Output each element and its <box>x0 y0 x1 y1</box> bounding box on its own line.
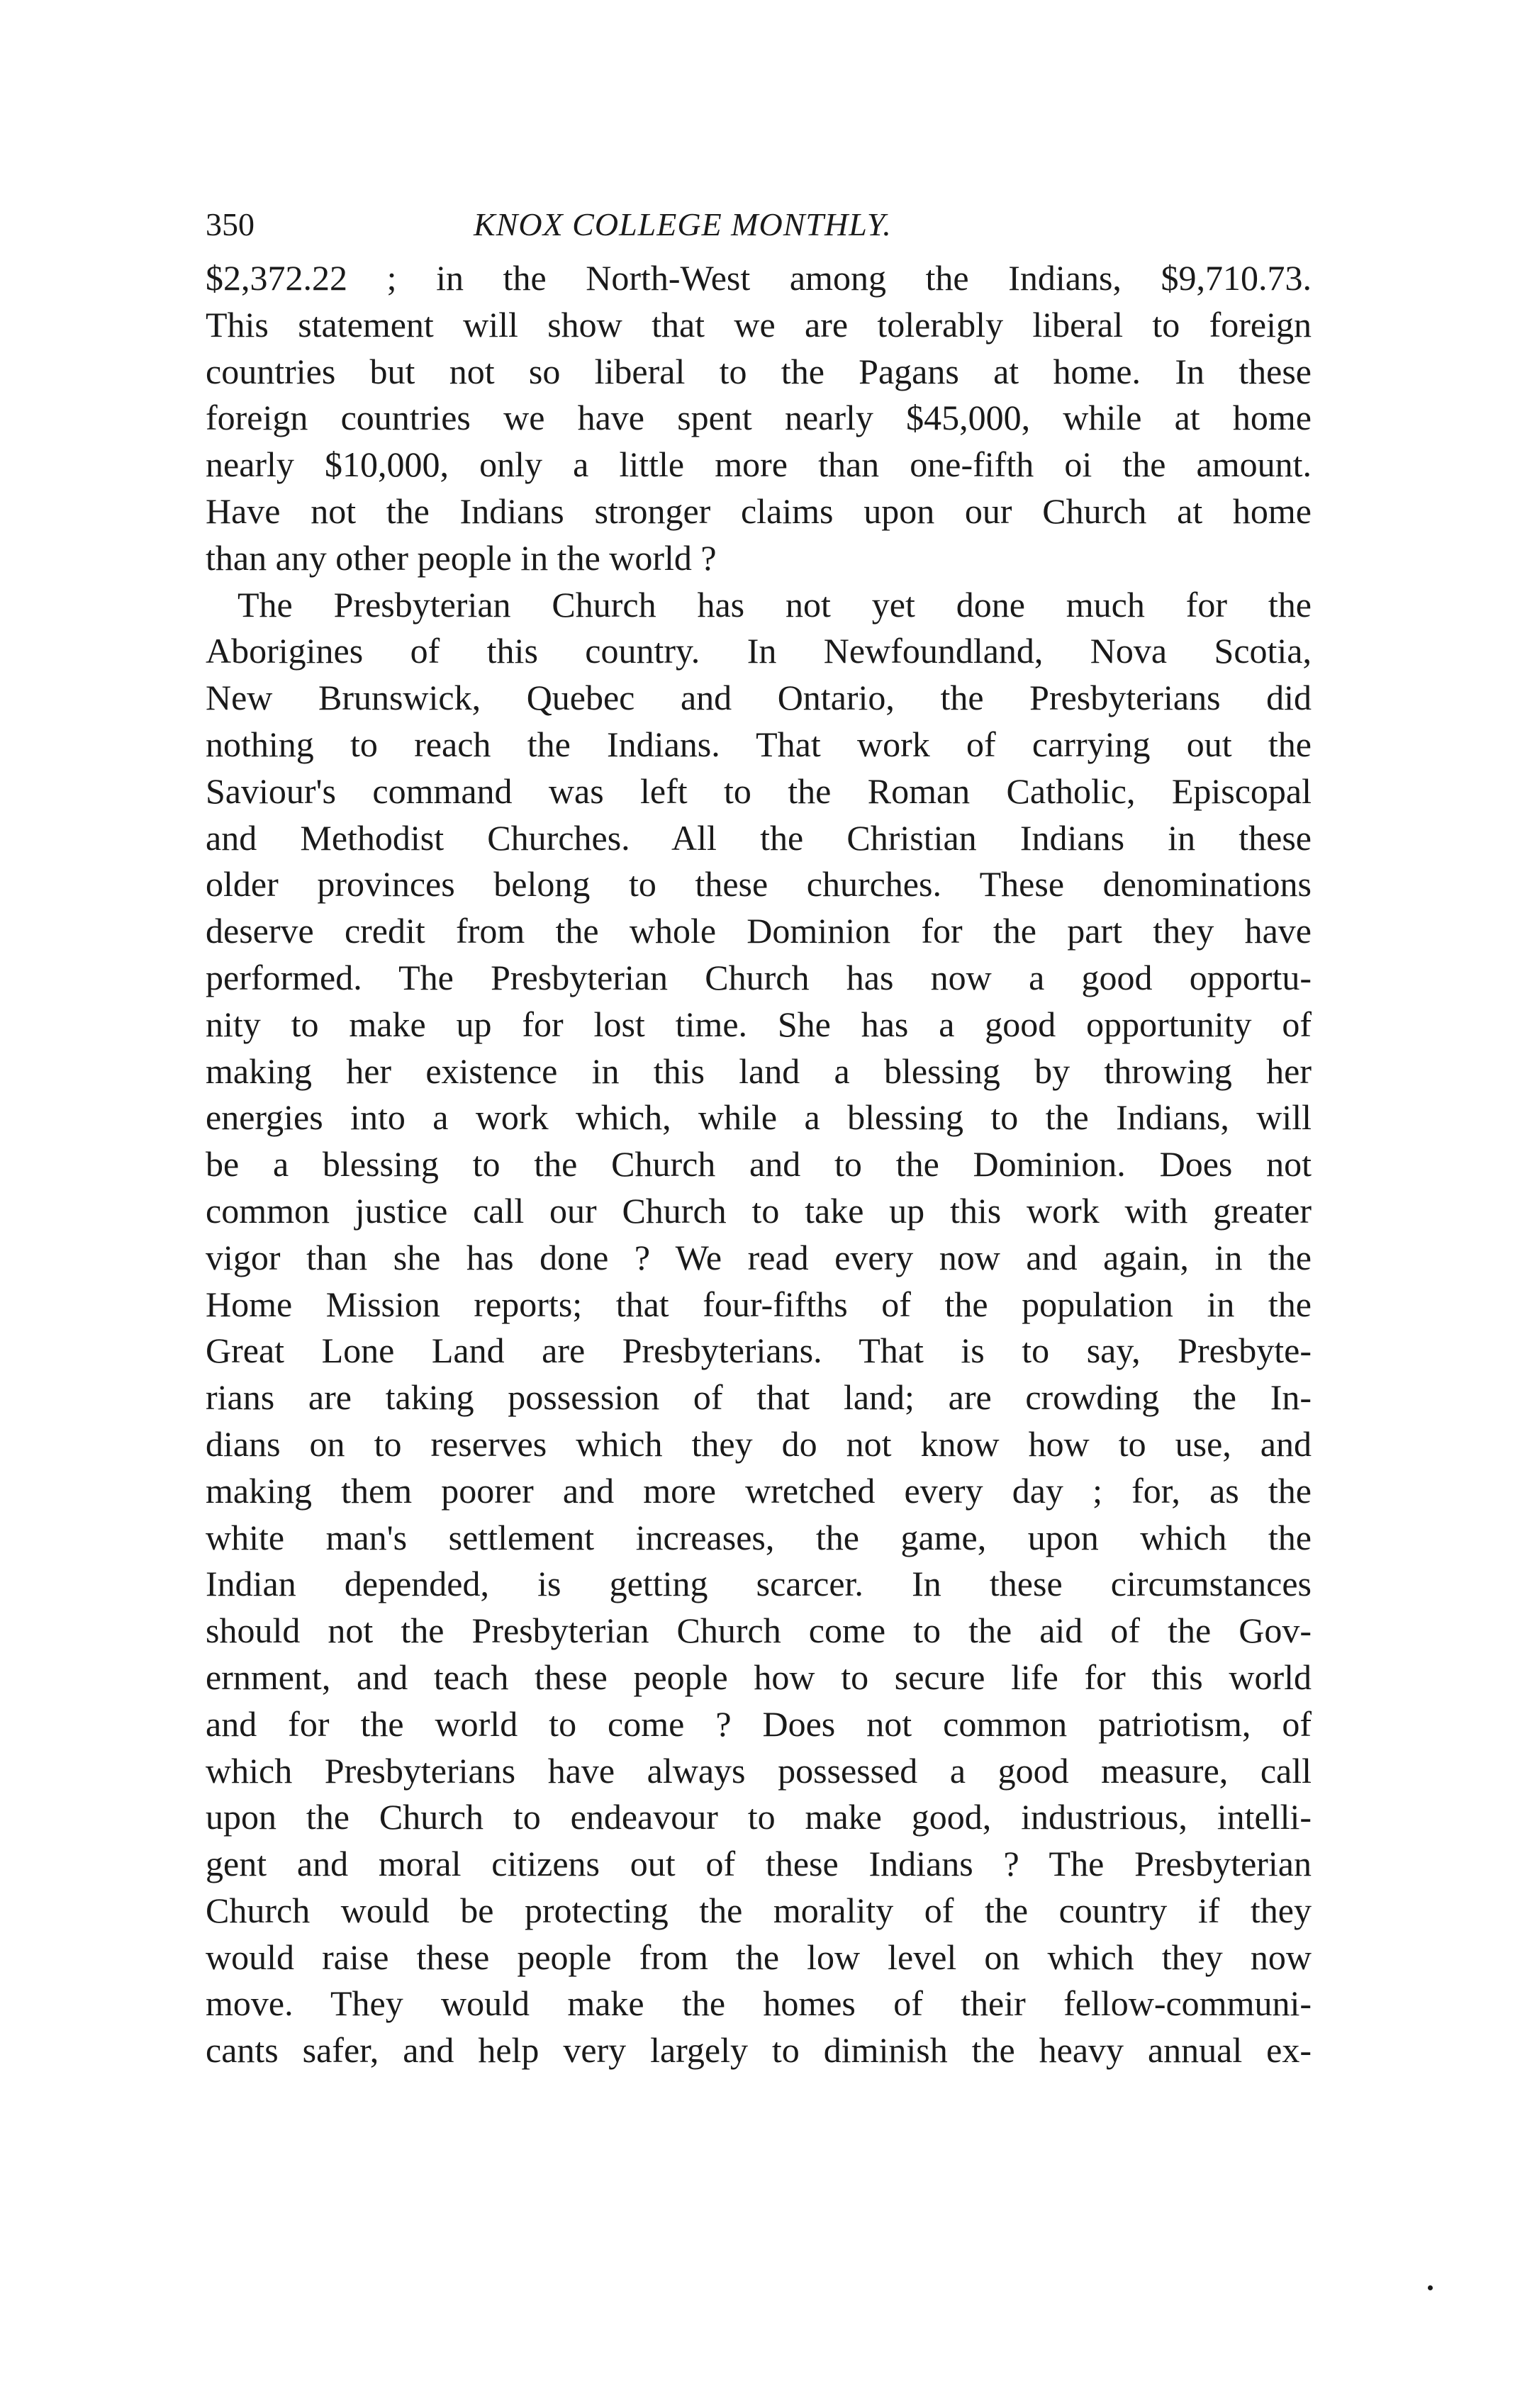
text-line: nity to make up for lost time. She has a good opportunity of <box>206 1004 1312 1044</box>
text-line: should not the Presbyterian Church come to the aid of the Gov- <box>206 1611 1312 1651</box>
text-line: Great Lone Land are Presbyterians. That is to say, Presbyte- <box>206 1331 1312 1371</box>
page-number: 350 <box>206 206 255 242</box>
text-line: dians on to reserves which they do not know how to use, and <box>206 1423 1312 1464</box>
text-line: older provinces belong to these churches. These denominations <box>206 864 1312 905</box>
text-line: Saviour's command was left to the Roman Catholic, Episcopal <box>206 771 1312 811</box>
journal-title: KNOX COLLEGE MONTHLY. <box>474 206 892 242</box>
text-line: and Methodist Churches. All the Christian Indians in these <box>206 817 1312 858</box>
text-line: which Presbyterians have always possessed a good measure, call <box>206 1750 1312 1791</box>
text-line: energies into a work which, while a blessing to the Indians, will <box>206 1097 1312 1138</box>
text-line: cants safer, and help very largely to diminish the heavy annual ex- <box>206 2030 1312 2071</box>
text-line: $2,372.22 ; in the North-West among the Indians, $9,710.73. <box>206 258 1312 298</box>
text-line: making them poorer and more wretched every day ; for, as the <box>206 1470 1312 1511</box>
text-line: deserve credit from the whole Dominion for the part they have <box>206 911 1312 951</box>
paragraph-start-line: The Presbyterian Church has not yet done much for the <box>237 584 1312 625</box>
text-line: common justice call our Church to take up this work with greater <box>206 1190 1312 1231</box>
body-text <box>206 255 1312 2074</box>
text-line: white man's settlement increases, the game, upon which the <box>206 1517 1312 1557</box>
text-line: foreign countries we have spent nearly $45,000, while at home <box>206 398 1312 438</box>
text-line: would raise these people from the low level on which they now <box>206 1937 1312 1977</box>
text-line: vigor than she has done ? We read every now and again, in the <box>206 1237 1312 1277</box>
text-line: and for the world to come ? Does not common patriotism, of <box>206 1703 1312 1744</box>
text-line: performed. The Presbyterian Church has now a good opportu- <box>206 957 1312 997</box>
running-head <box>206 200 1312 250</box>
text-line: countries but not so liberal to the Pagans at home. In these <box>206 351 1312 391</box>
text-line: Have not the Indians stronger claims upon our Church at home <box>206 491 1312 531</box>
text-line: Church would be protecting the morality of the country if they <box>206 1890 1312 1930</box>
text-line: This statement will show that we are tolerably liberal to foreign <box>206 304 1312 345</box>
text-line: upon the Church to endeavour to make good, industrious, intelli- <box>206 1797 1312 1837</box>
text-line: nothing to reach the Indians. That work of carrying out the <box>206 724 1312 764</box>
text-line: New Brunswick, Quebec and Ontario, the Presbyterians did <box>206 678 1312 718</box>
text-line: nearly $10,000, only a little more than one-fifth oi the amount. <box>206 444 1312 485</box>
text-line: ernment, and teach these people how to secure life for this world <box>206 1657 1312 1697</box>
text-line: Home Mission reports; that four-fifths of the population in the <box>206 1284 1312 1324</box>
text-line: be a blessing to the Church and to the Dominion. Does not <box>206 1144 1312 1185</box>
text-line: rians are taking possession of that land; are crowding the In- <box>206 1377 1312 1418</box>
ink-speck <box>1428 2285 1433 2290</box>
text-line: move. They would make the homes of their fellow-communi- <box>206 1983 1312 2024</box>
text-line: Indian depended, is getting scarcer. In these circumstances <box>206 1564 1312 1604</box>
text-line: Aborigines of this country. In Newfoundland, Nova Scotia, <box>206 631 1312 671</box>
text-line: gent and moral citizens out of these Indians ? The Presbyterian <box>206 1844 1312 1884</box>
text-line: making her existence in this land a blessing by throwing her <box>206 1051 1312 1091</box>
text-line: than any other people in the world ? <box>206 537 717 578</box>
